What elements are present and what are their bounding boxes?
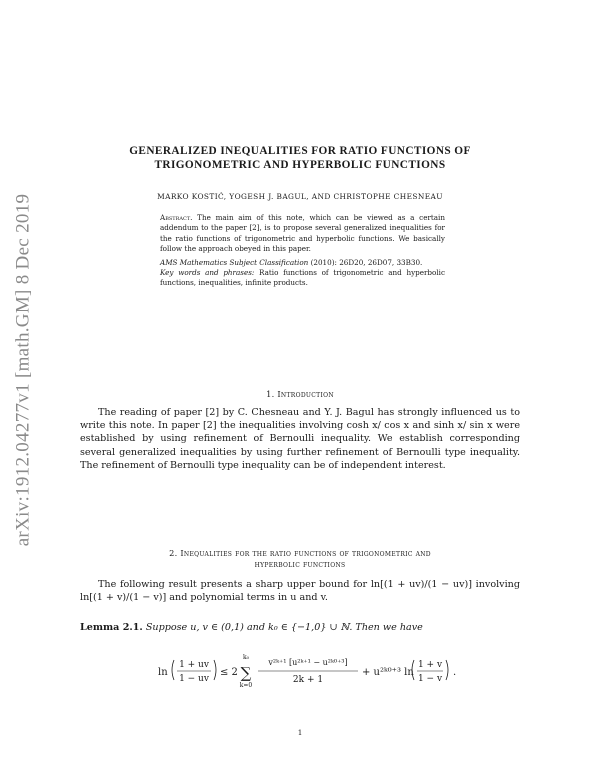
eq-term-denominator: 2k + 1 bbox=[292, 675, 324, 685]
section-2-heading-line-2: hyperbolic functions bbox=[254, 559, 346, 569]
abstract-text: The main aim of this note, which can be viewed as a certain addendum to the paper [2], is to propose several generalized inequalities for the ratio functions of trigonometric and hyperbolic functions. We basically follow the approach obeyed in this paper. bbox=[160, 213, 445, 254]
eq-period: . bbox=[453, 667, 457, 678]
lemma-equation bbox=[150, 648, 460, 694]
eq-term-numerator: v²ᵏ⁺¹ [u²ᵏ⁺¹ − u²ᵏ⁰⁺³] bbox=[268, 658, 348, 667]
eq-right-denominator: 1 − v bbox=[417, 674, 443, 684]
eq-leq-two: ≤ 2 bbox=[220, 667, 238, 678]
abstract-paragraph bbox=[160, 213, 445, 255]
abstract-label: Abstract. bbox=[160, 213, 193, 222]
section-1-heading: 1. Introduction bbox=[266, 389, 334, 399]
eq-left-numerator: 1 + uv bbox=[179, 660, 209, 670]
abstract-block bbox=[160, 213, 445, 289]
eq-ln-left: ln bbox=[158, 667, 168, 678]
eq-sum-upper: k₀ bbox=[242, 654, 250, 661]
msc-classification bbox=[160, 258, 445, 268]
eq-left-denominator: 1 − uv bbox=[179, 674, 209, 684]
lemma-2-1 bbox=[80, 621, 520, 634]
section-2-heading-line-1: 2. Inequalities for the ratio functions of trigonometric and bbox=[169, 548, 431, 558]
section-1-paragraph: The reading of paper [2] by C. Chesneau and Y. J. Bagul has strongly influenced us to write this note. In paper [2] the inequalities involving cosh x/ cos x and sinh x/ sin x were established by using refinement of Bernoulli inequality. We establish corresponding several generalized inequalities by using further refinement of Bernoulli type inequality. The refinement of Bernoulli type inequality can be of independent interest. bbox=[80, 407, 520, 471]
section-1-body bbox=[80, 406, 520, 472]
paper-title-line-2: TRIGONOMETRIC AND HYPERBOLIC FUNCTIONS bbox=[154, 159, 446, 171]
section-2-body bbox=[80, 578, 520, 604]
keywords-label: Key words and phrases: bbox=[160, 268, 255, 278]
lemma-label: Lemma 2.1. bbox=[80, 622, 143, 633]
keywords bbox=[160, 268, 445, 289]
msc-label: AMS Mathematics Subject Classification bbox=[160, 257, 309, 267]
msc-text: (2010): 26D20, 26D07, 33B30. bbox=[310, 257, 423, 267]
eq-sum-sigma: ∑ bbox=[240, 664, 252, 682]
paper-title bbox=[110, 144, 490, 172]
eq-right-numerator: 1 + v bbox=[417, 660, 443, 670]
lemma-statement: Suppose u, v ∈ (0,1) and k₀ ∈ {−1,0} ∪ ℕ. Then we have bbox=[145, 622, 423, 633]
arxiv-identifier-stamp bbox=[6, 170, 40, 570]
eq-plus-term: + u²ᵏ⁰⁺³ ln bbox=[362, 667, 414, 678]
author-list: MARKO KOSTIĆ, YOGESH J. BAGUL, AND CHRISTOPHE CHESNEAU bbox=[157, 192, 443, 201]
section-2-heading bbox=[80, 548, 520, 570]
section-2-paragraph: The following result presents a sharp upper bound for ln[(1 + uv)/(1 − uv)] involving ln[(1 + v)/(1 − v)] and polynomial terms in u and v. bbox=[80, 579, 520, 604]
paper-title-line-1: GENERALIZED INEQUALITIES FOR RATIO FUNCTIONS OF bbox=[129, 145, 471, 157]
arxiv-identifier-text: arXiv:1912.04277v1 [math.GM] 8 Dec 2019 bbox=[12, 193, 33, 547]
eq-sum-lower: k=0 bbox=[239, 682, 253, 689]
keywords-text: Ratio functions of trigonometric and hyperbolic functions, inequalities, infinite products. bbox=[160, 268, 445, 288]
page-number: 1 bbox=[297, 728, 303, 737]
